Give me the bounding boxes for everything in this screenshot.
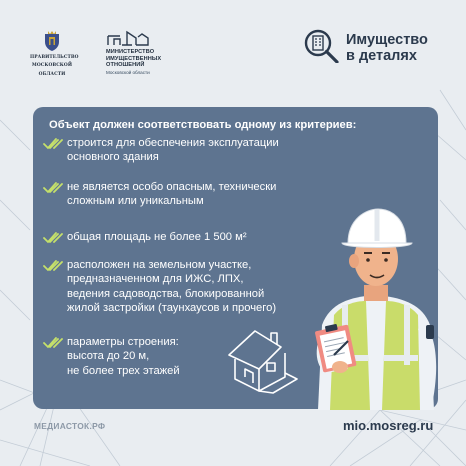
government-logo: [30, 30, 79, 77]
check-icon: [43, 337, 63, 349]
criteria-item-3: [67, 230, 247, 244]
building-magnifier-icon: [304, 29, 340, 63]
brand-title-line-1: Имущество: [346, 32, 428, 48]
gov-logo-line-1: ПРАВИТЕЛЬСТВО: [30, 55, 79, 60]
criteria-item-1-line-1: строится для обеспечения эксплуатации: [67, 137, 279, 149]
check-icon: [43, 260, 63, 272]
criteria-item-5-line-1: параметры строения:: [67, 336, 179, 348]
criteria-item-1-line-2: основного здания: [67, 151, 159, 164]
check-icon: [43, 232, 63, 244]
criteria-item-2-line-2: сложным или уникальным: [67, 195, 204, 208]
criteria-item-1: [67, 136, 279, 165]
criteria-item-4-line-2: предназначенном для ИЖС, ЛПХ,: [67, 273, 244, 286]
brand-title-line-2: в деталях: [346, 48, 417, 64]
engineer-illustration: [300, 205, 450, 410]
check-icon: [43, 182, 63, 194]
panel-title: Объект должен соответствовать одному из критериев:: [49, 119, 357, 131]
footer-source: МЕДИАСТОК.РФ: [34, 421, 106, 431]
criteria-item-4-line-3: ведения садоводства, блокированной: [67, 287, 265, 300]
criteria-item-4-line-1: расположен на земельном участке,: [67, 259, 252, 271]
gov-logo-line-3: ОБЛАСТИ: [38, 71, 66, 77]
ministry-name-line-3: ОТНОШЕНИЙ: [106, 62, 145, 69]
brand-title: [346, 32, 428, 64]
criteria-item-4: [67, 258, 276, 316]
website-link[interactable]: mio.mosreg.ru: [343, 418, 434, 433]
house-icon: [225, 325, 301, 395]
criteria-item-5-line-3: не более трех этажей: [67, 364, 180, 377]
ministry-name-line-2: ИМУЩЕСТВЕННЫХ: [106, 55, 162, 62]
ministry-name-line-1: МИНИСТЕРСТВО: [106, 49, 155, 55]
criteria-item-3-line-1: общая площадь не более 1 500 м²: [67, 231, 247, 243]
ministry-region: Московской области: [106, 69, 150, 75]
criteria-item-5-line-2: высота до 20 м,: [67, 350, 150, 363]
criteria-item-5: [67, 335, 180, 378]
criteria-item-4-line-4: жилой застройки (таунхаусов и прочего): [67, 302, 277, 315]
ministry-logo: [106, 30, 196, 75]
ministry-house-icon: [106, 30, 152, 46]
check-icon: [43, 138, 63, 150]
criteria-item-2: [67, 180, 276, 209]
coat-of-arms-icon: [42, 30, 62, 52]
criteria-item-2-line-1: не является особо опасным, технически: [67, 181, 277, 193]
header: [0, 0, 466, 100]
gov-logo-line-2: МОСКОВСКОЙ: [31, 63, 73, 69]
